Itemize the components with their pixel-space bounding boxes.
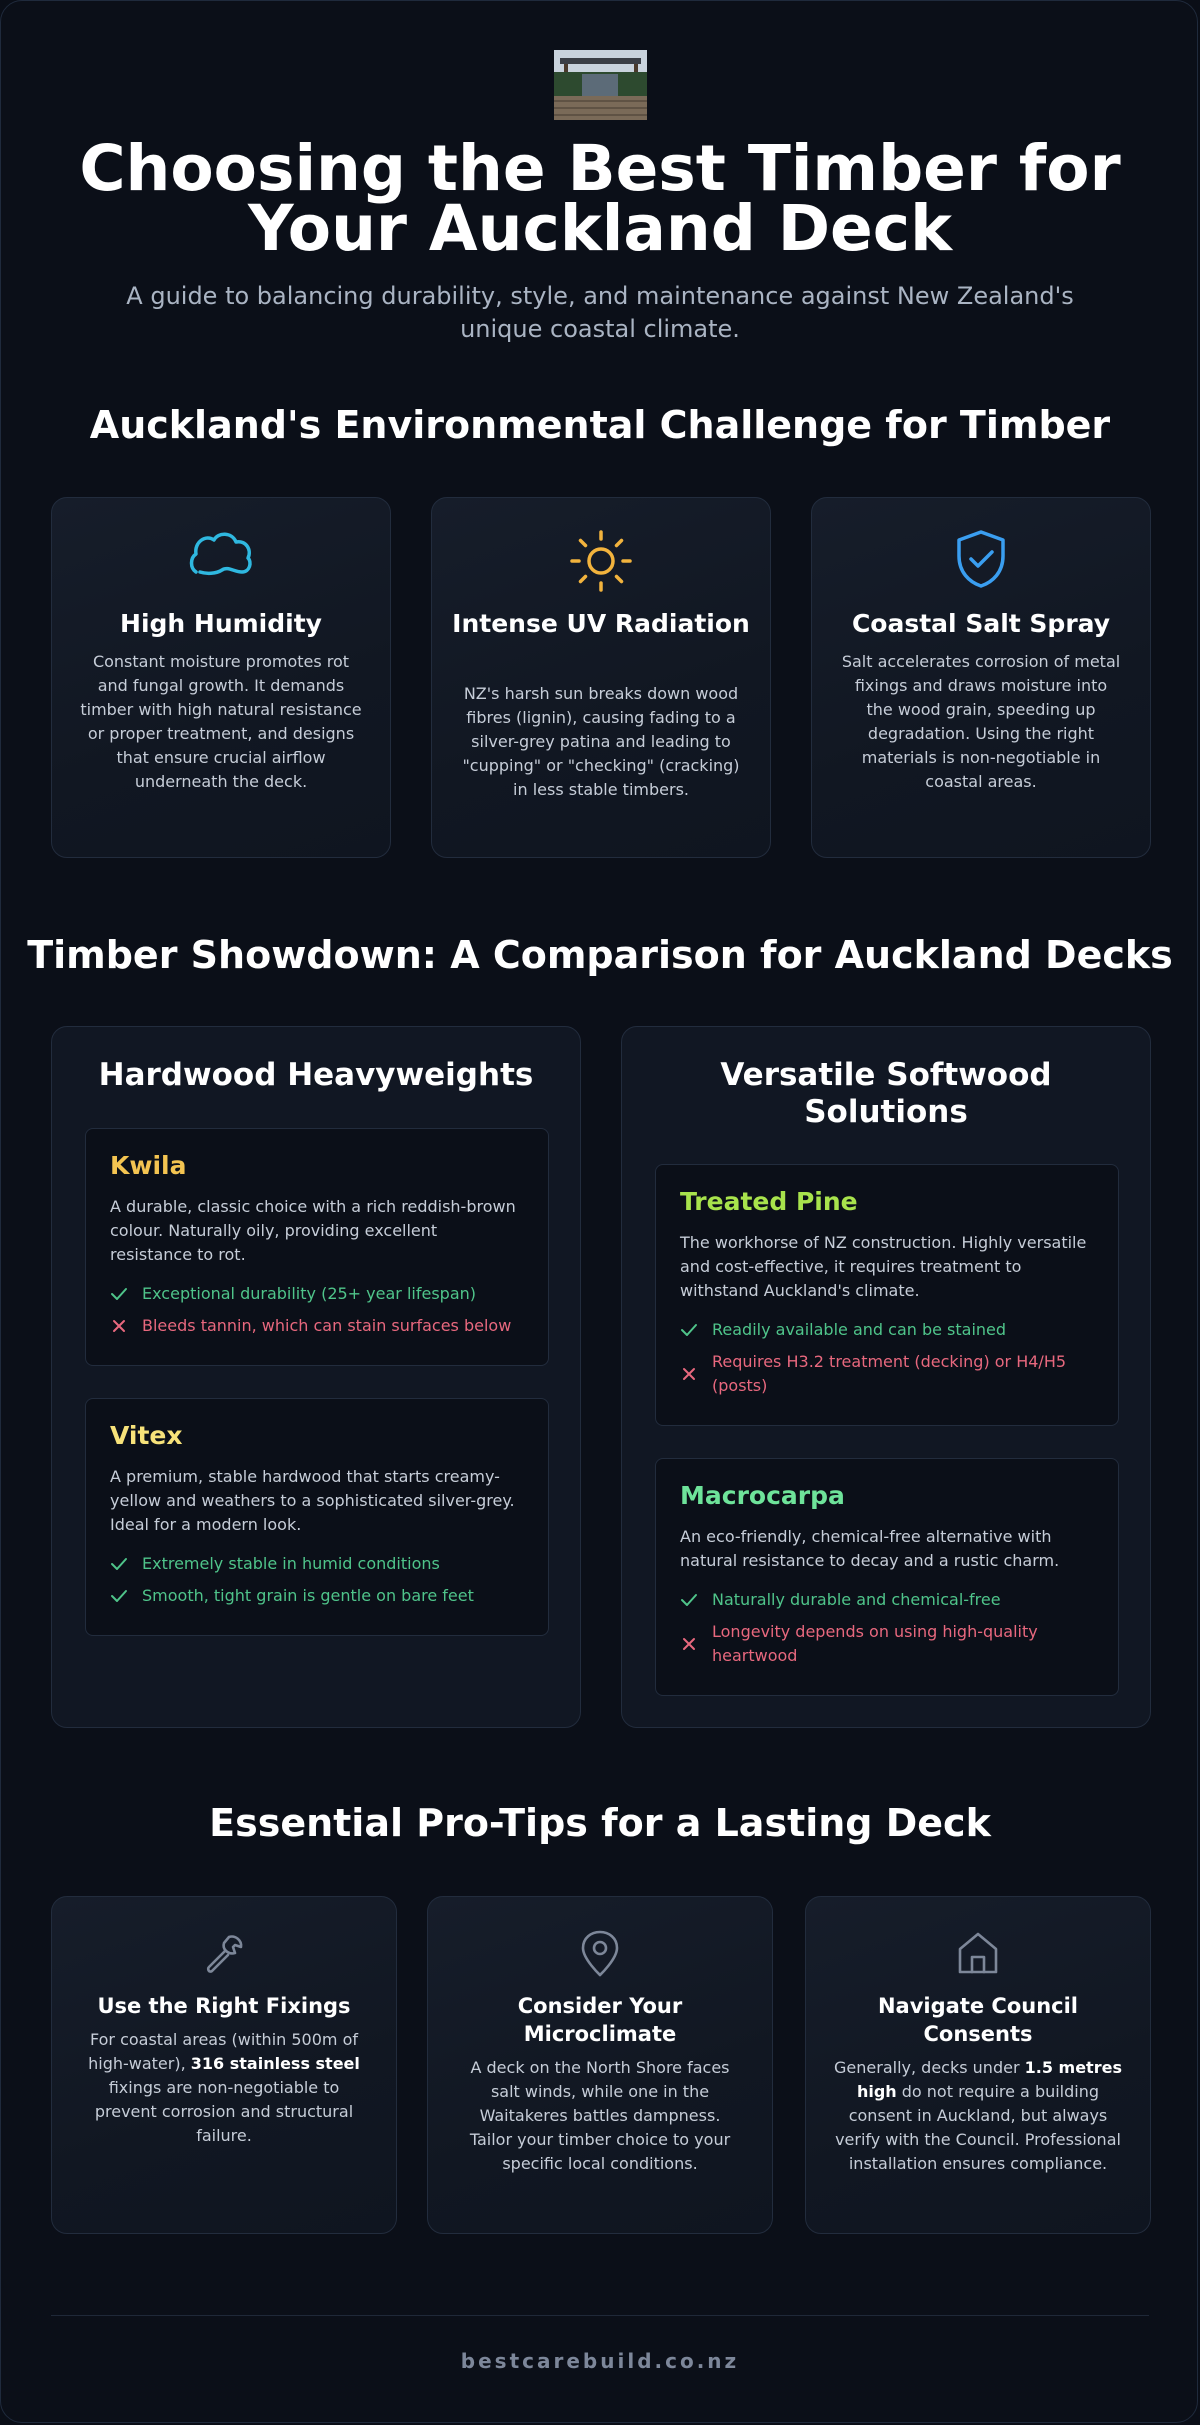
footer-site: bestcarebuild.co.nz [460,2349,740,2373]
kwila-con-text: Bleeds tannin, which can stain surfaces below [142,1316,512,1335]
treated-pine-card [655,1164,1119,1426]
microclimate-tip-card [427,1896,773,2234]
macrocarpa-pro [680,1588,1094,1612]
humidity-card [51,497,391,858]
treated-pine-con-text: Requires H3.2 treatment (decking) or H4/H5 (posts) [712,1352,1067,1395]
cross-icon [680,1365,698,1383]
macrocarpa-name: Macrocarpa [680,1481,845,1510]
vitex-pro-2-text: Smooth, tight grain is gentle on bare feet [142,1586,474,1605]
cross-icon [680,1635,698,1653]
softwood-title: Versatile Softwood Solutions [720,1057,1052,1130]
kwila-card [85,1128,549,1366]
uv-title: Intense UV Radiation [452,609,750,638]
salt-spray-title: Coastal Salt Spray [851,609,1111,638]
cloud-icon [52,528,390,580]
vitex-pro-2 [110,1584,524,1608]
tips-heading: Essential Pro-Tips for a Lasting Deck [209,1801,991,1845]
environment-heading: Auckland's Environmental Challenge for Timber [89,403,1111,447]
check-icon [110,1285,128,1303]
salt-spray-card [811,497,1151,858]
treated-pine-con [680,1350,1094,1398]
footer-divider [51,2315,1149,2316]
treated-pine-name: Treated Pine [680,1187,858,1216]
check-icon [110,1555,128,1573]
hardwood-panel [51,1026,581,1728]
uv-card [431,497,771,858]
treated-pine-pro-text: Readily available and can be stained [712,1320,1007,1339]
fixings-tip-card [51,1896,397,2234]
vitex-pro-1 [110,1552,524,1576]
treated-pine-description: The workhorse of NZ construction. Highly versatile and cost-effective, it requires treatment to withstand Auckland's climate. [680,1233,1087,1300]
consent-tip-text: Generally, decks under 1.5 metres high do not require a building consent in Auckland, but always verify with the Council. Professional installation ensures compliance. [834,2058,1122,2173]
cross-icon [110,1317,128,1335]
microclimate-tip-title: Consider Your Microclimate [517,1994,683,2046]
check-icon [680,1591,698,1609]
consent-tip-title: Navigate Council Consents [877,1994,1078,2046]
vitex-name: Vitex [110,1421,183,1450]
wrench-icon [52,1931,396,1977]
kwila-pro-text: Exceptional durability (25+ year lifespan) [142,1284,476,1303]
humidity-text: Constant moisture promotes rot and fungal growth. It demands timber with high natural resistance or proper treatment, and designs that ensure crucial airflow underneath the deck. [80,652,362,791]
macrocarpa-pro-text: Naturally durable and chemical-free [712,1590,1001,1609]
macrocarpa-con [680,1620,1094,1668]
macrocarpa-card [655,1458,1119,1696]
macrocarpa-description: An eco-friendly, chemical-free alternative with natural resistance to decay and a rustic charm. [680,1527,1060,1570]
microclimate-tip-text: A deck on the North Shore faces salt winds, while one in the Waitakeres battles dampness. Tailor your timber choice to your specific local conditions. [469,2058,731,2173]
home-icon [806,1929,1150,1977]
hardwood-title: Hardwood Heavyweights [98,1057,534,1093]
humidity-title: High Humidity [120,609,322,638]
kwila-con [110,1314,524,1338]
page-title: Choosing the Best Timber for Your Auckland Deck [79,132,1121,265]
fixings-tip-text: For coastal areas (within 500m of high-water), 316 stainless steel fixings are non-negotiable to prevent corrosion and structural failure. [88,2030,360,2145]
kwila-pro [110,1282,524,1306]
kwila-description: A durable, classic choice with a rich reddish-brown colour. Naturally oily, providing excellent resistance to rot. [110,1197,516,1264]
treated-pine-pro [680,1318,1094,1342]
vitex-description: A premium, stable hardwood that starts creamy-yellow and weathers to a sophisticated silver-grey. Ideal for a modern look. [110,1467,515,1534]
check-icon [680,1321,698,1339]
shield-check-icon [812,528,1150,590]
showdown-heading: Timber Showdown: A Comparison for Auckland Decks [27,933,1173,977]
check-icon [110,1587,128,1605]
page-subtitle: A guide to balancing durability, style, and maintenance against New Zealand's unique coastal climate. [126,282,1074,343]
kwila-name: Kwila [110,1151,187,1180]
fixings-tip-title: Use the Right Fixings [97,1994,351,2018]
softwood-panel [621,1026,1151,1728]
macrocarpa-con-text: Longevity depends on using high-quality heartwood [712,1622,1038,1665]
vitex-card [85,1398,549,1636]
deck-photo [554,50,647,120]
salt-spray-text: Salt accelerates corrosion of metal fixings and draws moisture into the wood grain, speeding up degradation. Using the right materials is non-negotiable in coastal areas. [841,652,1121,791]
vitex-pro-1-text: Extremely stable in humid conditions [142,1554,440,1573]
consent-tip-card [805,1896,1151,2234]
uv-text: NZ's harsh sun breaks down wood fibres (lignin), causing fading to a silver-grey patina and leading to "cupping" or "checking" (cracking) in less stable timbers. [462,684,740,799]
sun-icon [432,528,770,594]
map-pin-icon [428,1929,772,1979]
